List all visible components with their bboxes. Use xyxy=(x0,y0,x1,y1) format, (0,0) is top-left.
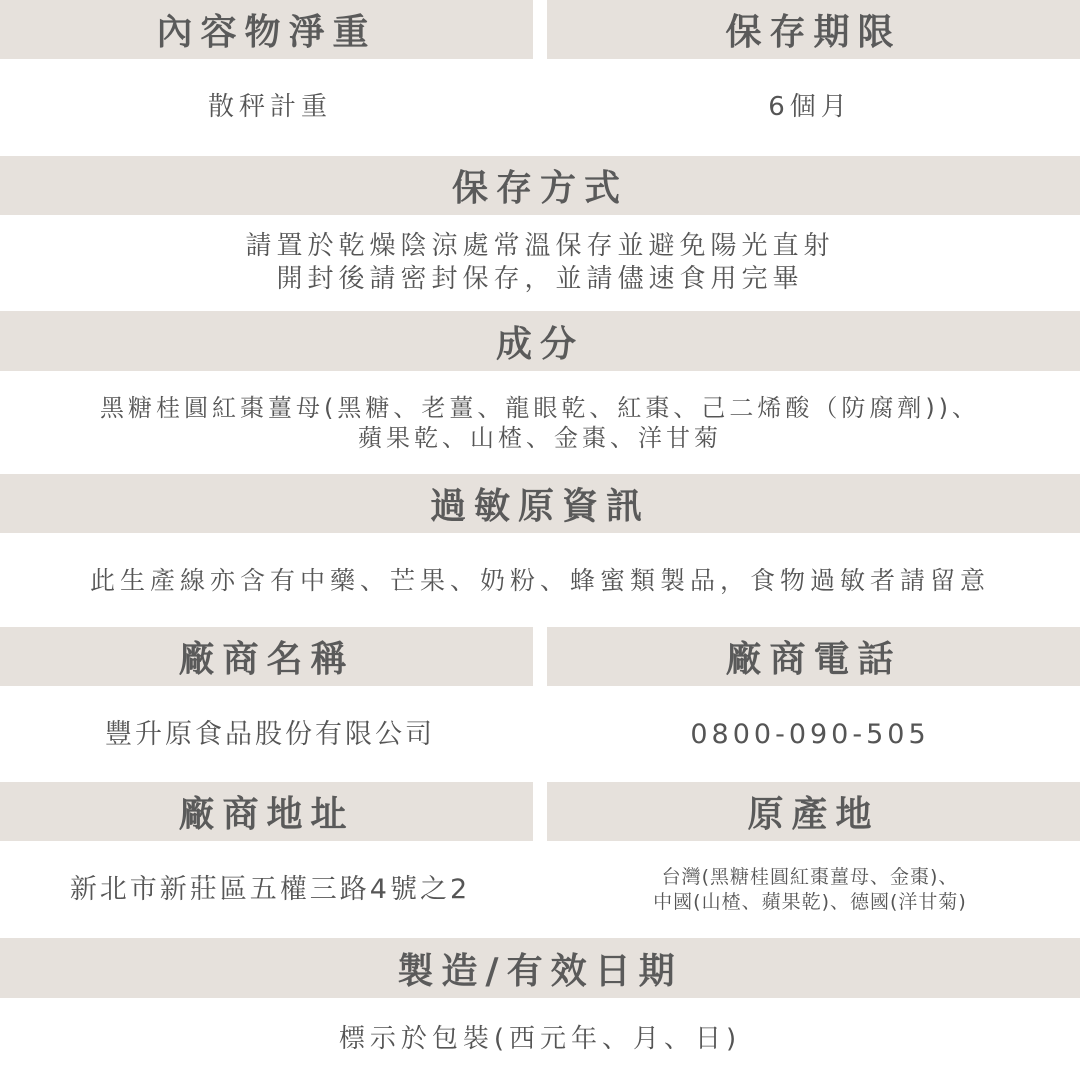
origin-text xyxy=(540,841,1080,938)
net-weight-header: 內容物淨重 xyxy=(0,0,533,59)
origin-header: 原產地 xyxy=(547,782,1080,841)
ingredients-line-2: 蘋果乾、山楂、金棗、洋甘菊 xyxy=(358,423,722,452)
origin-line-1: 台灣(黑糖桂圓紅棗薑母、金棗)、 xyxy=(661,865,959,888)
storage-line-2: 開封後請密封保存，並請儘速食用完畢 xyxy=(276,264,804,294)
ingredients-header: 成分 xyxy=(0,311,1080,371)
dates-value: 標示於包裝(西元年、月、日) xyxy=(338,1023,742,1054)
shelf-life-header: 保存期限 xyxy=(547,0,1080,59)
ingredients-text xyxy=(0,371,1080,474)
manufacturer-phone-header: 廠商電話 xyxy=(547,627,1080,686)
net-weight-value: 散秤計重 xyxy=(207,92,332,122)
manufacturer-address-value: 新北市新莊區五權三路4號之2 xyxy=(69,874,471,905)
origin-line-2: 中國(山楂、蘋果乾)、德國(洋甘菊) xyxy=(653,890,967,913)
shelf-life-value: 6個月 xyxy=(768,92,852,122)
storage-text xyxy=(0,215,1080,311)
allergen-text: 此生產線亦含有中藥、芒果、奶粉、蜂蜜類製品，食物過敏者請留意 xyxy=(89,565,990,595)
ingredients-line-1: 黑糖桂圓紅棗薑母(黑糖、老薑、龍眼乾、紅棗、己二烯酸（防腐劑))、 xyxy=(99,393,981,422)
dates-header: 製造/有效日期 xyxy=(0,938,1080,998)
allergen-header: 過敏原資訊 xyxy=(0,474,1080,533)
manufacturer-name-header: 廠商名稱 xyxy=(0,627,533,686)
manufacturer-name-value: 豐升原食品股份有限公司 xyxy=(105,718,435,750)
manufacturer-address-header: 廠商地址 xyxy=(0,782,533,841)
storage-line-1: 請置於乾燥陰涼處常溫保存並避免陽光直射 xyxy=(245,231,835,261)
storage-header: 保存方式 xyxy=(0,156,1080,215)
manufacturer-phone-value: 0800-090-505 xyxy=(690,718,930,750)
